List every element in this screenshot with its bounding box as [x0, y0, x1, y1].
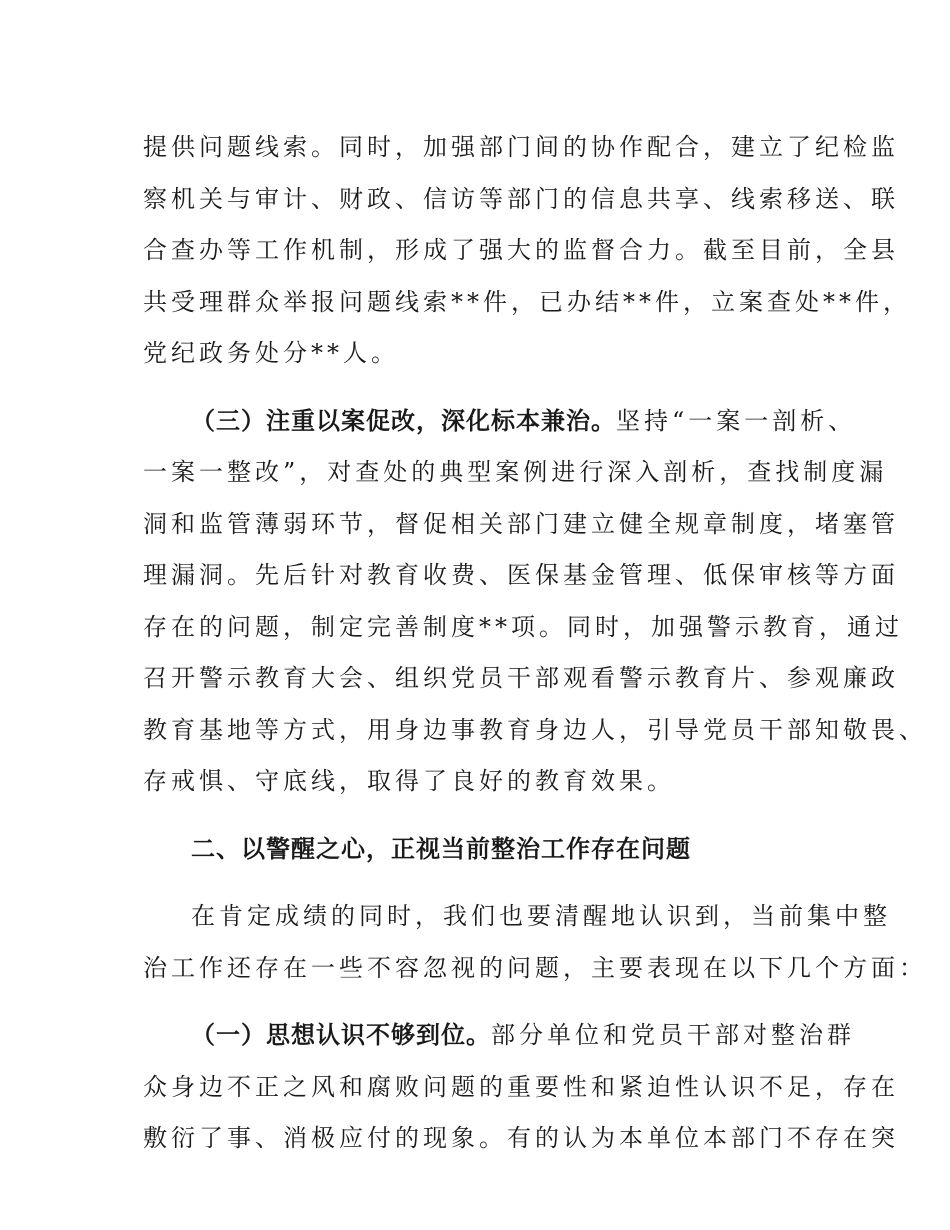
text-fragment: 坚持“一案一剖析、: [616, 406, 857, 435]
text-line: 党纪政务处分**人。: [143, 339, 399, 367]
text-line: 理漏洞。先后针对教育收费、医保基金管理、低保审核等方面: [143, 561, 899, 589]
text-line: 共受理群众举报问题线索**件，已办结**件，立案查处**件，: [143, 287, 911, 316]
text-line: [143, 396, 857, 448]
subheading-case-reform: （三）注重以案促改，深化标本兼治。: [191, 406, 616, 435]
text-line: 众身边不正之风和腐败问题的重要性和紧迫性认识不足，存在: [143, 1072, 899, 1101]
text-line: 存在的问题，制定完善制度**项。同时，加强警示教育，通过: [143, 612, 903, 641]
document-body: [143, 122, 927, 1165]
text-line: 一案一整改”，对查处的典型案例进行深入剖析，查找制度漏: [143, 458, 888, 486]
paragraph-problems-intro: [143, 891, 927, 994]
section-heading: 二、以警醒之心，正视当前整治工作存在问题: [191, 834, 691, 863]
text-line: 合查办等工作机制，形成了强大的监督合力。截至目前，全县: [143, 236, 899, 264]
text-fragment: 部分单位和党员干部对整治群: [491, 1021, 855, 1049]
text-line: 敷衍了事、消极应付的现象。有的认为本单位本部门不存在突: [143, 1124, 899, 1152]
text-line: 在肯定成绩的同时，我们也要清醒地认识到，当前集中整: [191, 902, 891, 930]
text-line: [143, 1010, 855, 1062]
paragraph-supervision-results: [143, 122, 911, 380]
text-line: 存戒惧、守底线，取得了良好的教育效果。: [143, 767, 675, 795]
text-line: 治工作还存在一些不容忽视的问题，主要表现在以下几个方面：: [143, 953, 927, 982]
paragraph-case-reform: [143, 396, 927, 808]
text-line: 提供问题线索。同时，加强部门间的协作配合，建立了纪检监: [143, 133, 899, 161]
subheading-awareness: （一）思想认识不够到位。: [191, 1021, 491, 1049]
paragraph-awareness: [143, 1010, 899, 1165]
text-line: 教育基地等方式，用身边事教育身边人，引导党员干部知敬畏、: [143, 715, 927, 744]
text-line: 召开警示教育大会、组织党员干部观看警示教育片、参观廉政: [143, 664, 899, 692]
text-line: 洞和监管薄弱环节，督促相关部门建立健全规章制度，堵塞管: [143, 509, 899, 538]
text-line: 察机关与审计、财政、信访等部门的信息共享、线索移送、联: [143, 184, 899, 213]
